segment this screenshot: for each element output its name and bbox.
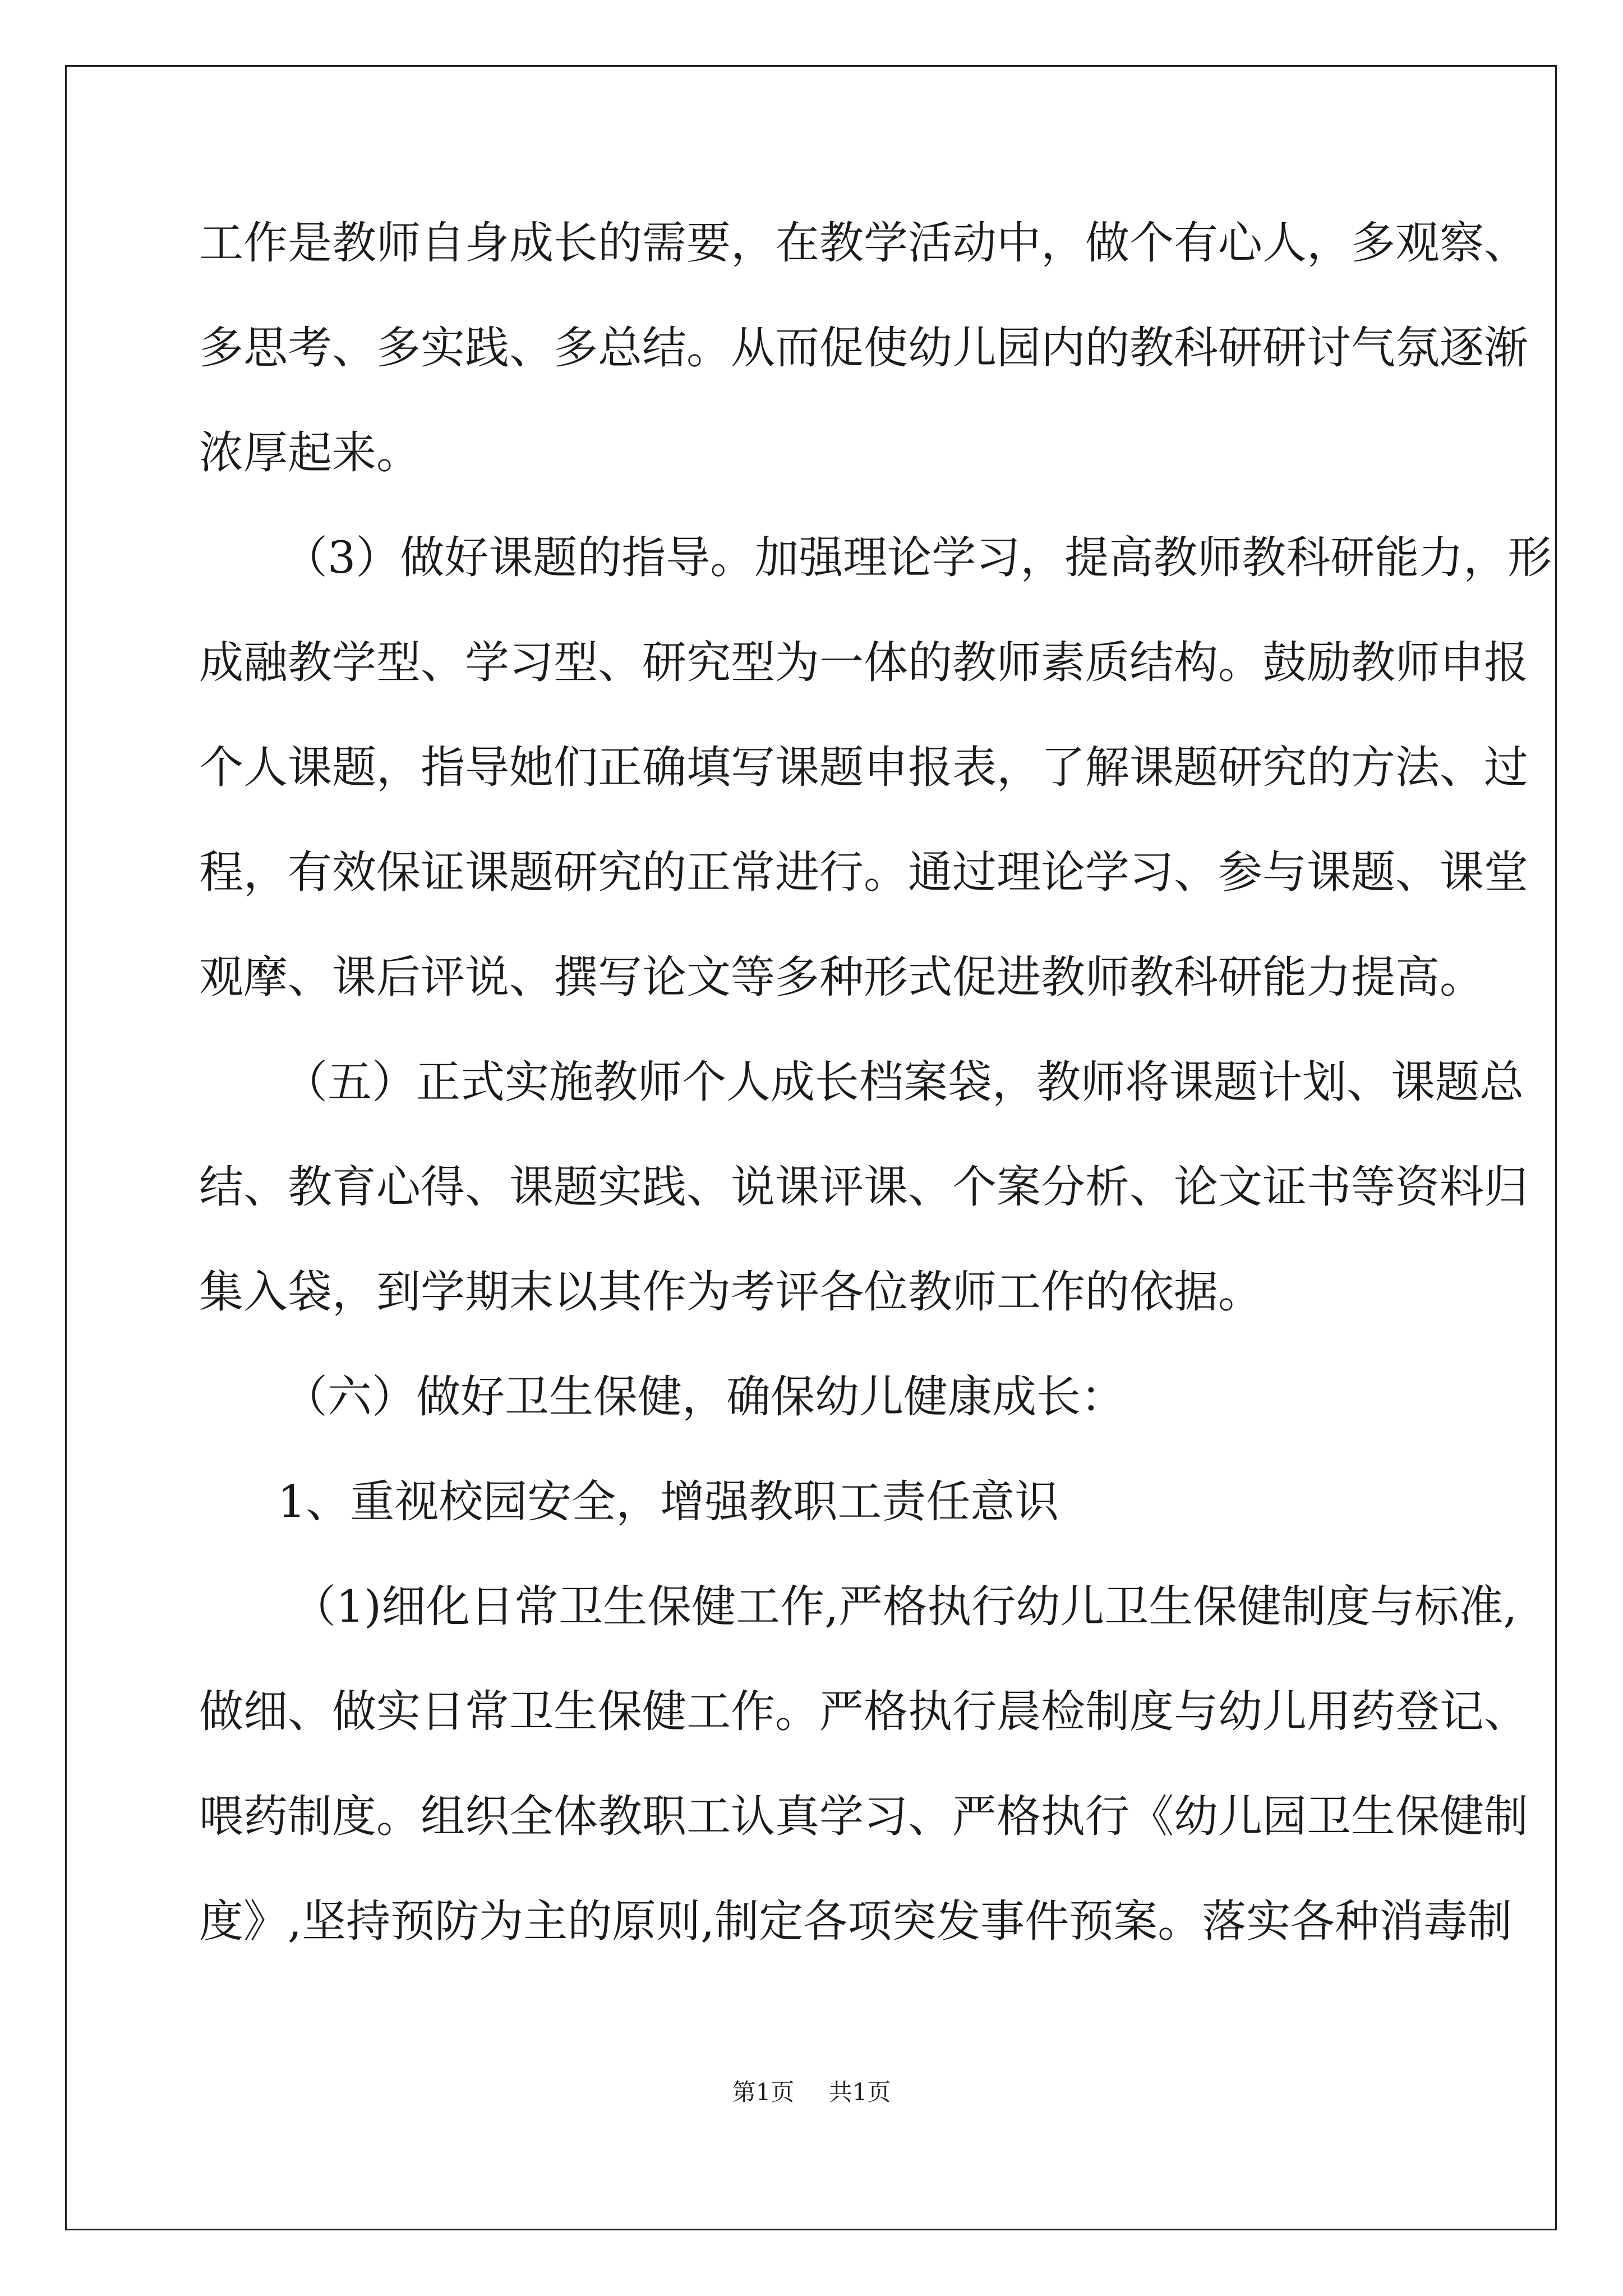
paragraph-line: 喂药制度。组织全体教职工认真学习、严格执行《幼儿园卫生保健制 [199,1791,1528,1842]
paragraph-line: 工作是教师自身成长的需要，在教学活动中，做个有心人，多观察、 [199,217,1528,269]
section-heading: （六）做好卫生保健，确保幼儿健康成长： [283,1371,1125,1423]
subsection-heading: 1、重视校园安全，增强教职工责任意识 [278,1476,1059,1527]
paragraph-line: 集入袋，到学期末以其作为考评各位教师工作的依据。 [199,1266,1262,1318]
page-number: 第1页 [732,2078,795,2106]
paragraph-line: 个人课题，指导她们正确填写课题申报表，了解课题研究的方法、过 [199,742,1528,793]
paragraph-line: 结、教育心得、课题实践、说课评课、个案分析、论文证书等资料归 [199,1161,1528,1213]
document-body [199,191,1552,1974]
paragraph-line: 做细、做实日常卫生保健工作。严格执行晨检制度与幼儿用药登记、 [199,1686,1528,1737]
paragraph-line: 程，有效保证课题研究的正常进行。通过理论学习、参与课题、课堂 [199,846,1528,898]
paragraph-line: 浓厚起来。 [199,427,421,478]
paragraph-line: 多思考、多实践、多总结。从而促使幼儿园内的教科研研讨气氛逐渐 [199,322,1528,374]
paragraph-line: 观摩、课后评说、撰写论文等多种形式促进教师教科研能力提高。 [199,951,1484,1003]
paragraph-line: （1)细化日常卫生保健工作,严格执行幼儿卫生保健制度与标准, [292,1581,1518,1632]
paragraph-line: （3）做好课题的指导。加强理论学习，提高教师教科研能力，形 [283,532,1552,583]
paragraph-line: 成融教学型、学习型、研究型为一体的教师素质结构。鼓励教师申报 [199,637,1528,688]
paragraph-line: （五）正式实施教师个人成长档案袋，教师将课题计划、课题总 [283,1056,1524,1108]
page-footer [0,2076,1623,2109]
paragraph-line: 度》,坚持预防为主的原则,制定各项突发事件预案。落实各种消毒制 [199,1895,1513,1947]
page-total: 共1页 [828,2078,891,2106]
